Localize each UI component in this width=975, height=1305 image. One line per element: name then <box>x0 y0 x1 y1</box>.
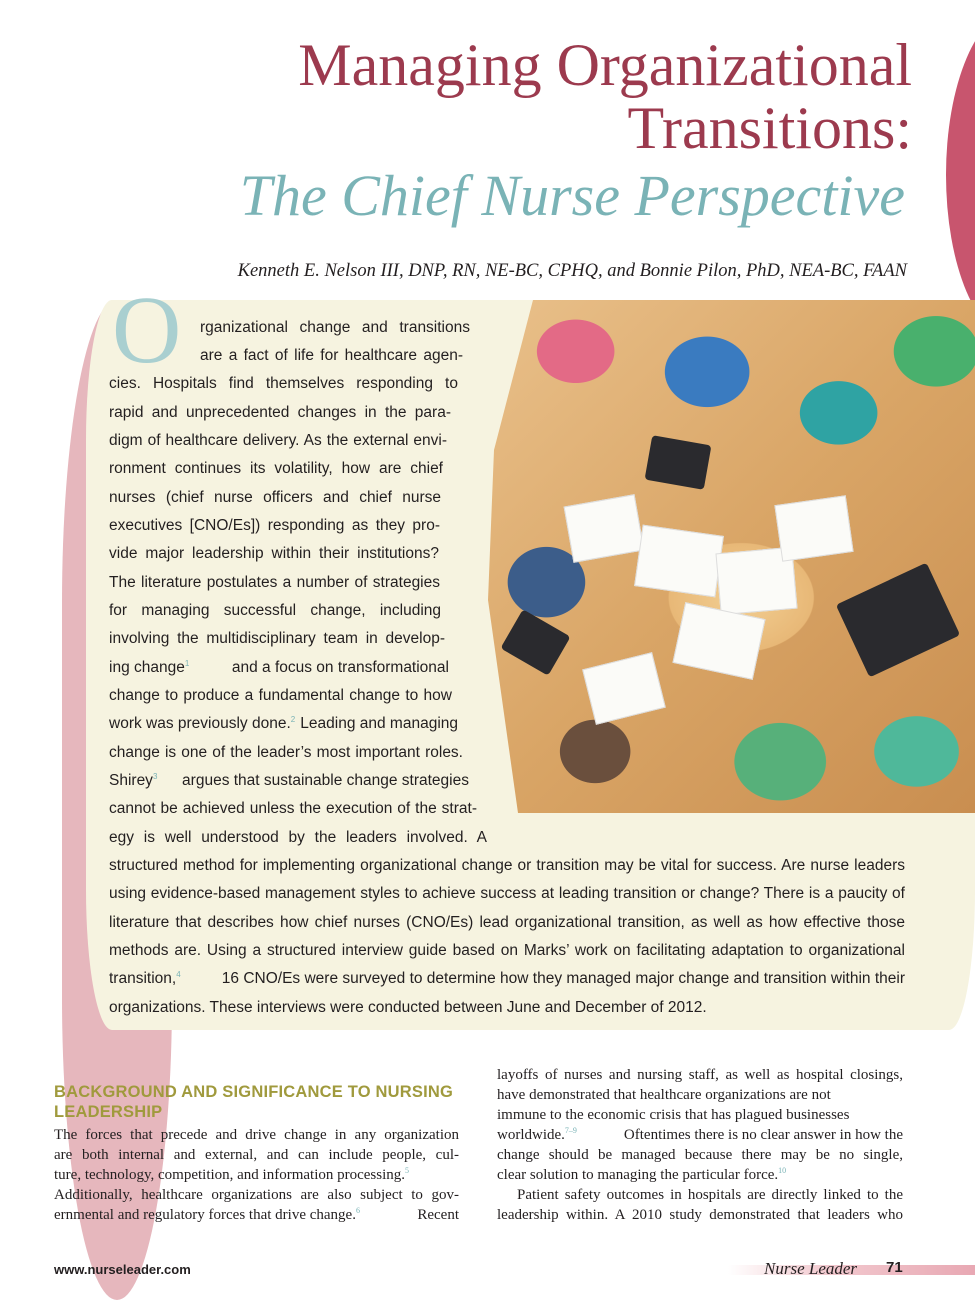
intro-text-line: executives [CNO/Es]) responding as they pro- <box>109 517 440 534</box>
body-text-line: are both internal and external, and can include people, cul- <box>54 1147 459 1163</box>
team-meeting-photo <box>488 300 975 813</box>
body-text-line: change should be managed because there may be no single, <box>497 1147 903 1163</box>
reference-superscript: 3 <box>152 771 158 781</box>
body-text-segment: worldwide.$^{7-9}$ <box>497 1126 577 1143</box>
intro-text-line: literature that describes how chief nurses (CNO/Es) lead organizational transition, as well as how effective those <box>109 914 905 931</box>
intro-text-segment: Shirey$^3$ <box>109 771 158 789</box>
body-text-line: leadership within. A 2010 study demonstrated that leaders who <box>497 1207 903 1223</box>
body-text-line: layoffs of nurses and nursing staff, as well as hospital closings, <box>497 1067 903 1083</box>
intro-text-line: for managing successful change, including <box>109 602 441 619</box>
intro-text-line <box>109 969 905 989</box>
photo-paper <box>672 602 765 680</box>
body-text-line <box>497 1125 903 1145</box>
article-title-line-2: Transitions: <box>627 95 912 161</box>
section-heading: BACKGROUND AND SIGNIFICANCE TO NURSING LEADERSHIP <box>54 1083 454 1121</box>
intro-text-segment: argues that sustainable change strategies <box>182 772 469 789</box>
photo-tablet <box>500 609 570 675</box>
body-text-line: clear solution to managing the particular force.$^{10}$ <box>497 1166 787 1183</box>
photo-laptop <box>836 563 960 678</box>
photo-paper <box>582 652 666 725</box>
reference-superscript: 4 <box>176 969 181 979</box>
photo-tablet <box>645 435 712 490</box>
intro-text-line <box>109 771 469 791</box>
intro-text-line: vide major leadership within their institutions? <box>109 545 439 562</box>
body-text-line <box>54 1205 459 1225</box>
photo-paper <box>774 495 853 561</box>
intro-text-segment: transition,$^4$ <box>109 969 181 987</box>
intro-text-segment: 16 CNO/Es were surveyed to determine how they managed major change and transition within their <box>221 970 905 987</box>
intro-text-line: organizations. These interviews were conducted between June and December of 2012. <box>109 999 707 1016</box>
body-text-line: Patient safety outcomes in hospitals are directly linked to the <box>517 1187 903 1203</box>
intro-text-segment: and a focus on transformational <box>231 659 449 676</box>
footer-page-number: 71 <box>886 1259 903 1276</box>
intro-text-line: cannot be achieved unless the execution of the strat- <box>109 800 477 817</box>
article-authors: Kenneth E. Nelson III, DNP, RN, NE-BC, CPHQ, and Bonnie Pilon, PhD, NEA-BC, FAAN <box>237 261 907 281</box>
intro-text-segment: Leading and managing <box>300 715 458 732</box>
reference-superscript: 5 <box>405 1166 410 1175</box>
body-text-segment: Recent <box>417 1207 459 1223</box>
intro-text-line: are a fact of life for healthcare agen- <box>200 347 463 364</box>
intro-text-line: methods are. Using a structured interview guide based on Marks’ work on facilitating adaptation to organizational <box>109 942 905 959</box>
footer-magazine-name: Nurse Leader <box>764 1259 858 1278</box>
intro-text-line: cies. Hospitals find themselves responding to <box>109 375 458 392</box>
reference-superscript: 2 <box>290 714 296 724</box>
body-text-segment: Oftentimes there is no clear answer in how the <box>623 1127 903 1143</box>
reference-superscript: 1 <box>184 658 190 668</box>
intro-text-line: The literature postulates a number of strategies <box>109 574 440 591</box>
body-text-line: immune to the economic crisis that has plagued businesses <box>497 1107 850 1123</box>
body-text-line: Additionally, healthcare organizations are also subject to gov- <box>54 1187 459 1203</box>
intro-text-line <box>109 658 449 678</box>
body-text-segment: ernmental and regulatory forces that drive change.$^6$ <box>54 1206 360 1223</box>
reference-superscript: 7–9 <box>564 1126 577 1135</box>
footer-website[interactable]: www.nurseleader.com <box>54 1262 191 1277</box>
intro-text-line: digm of healthcare delivery. As the external envi- <box>109 432 447 449</box>
intro-text-segment: ing change$^1$ <box>109 658 190 676</box>
intro-text-line: using evidence-based management styles to achieve success at leading transition or change? There is a paucity of <box>109 885 905 902</box>
intro-text-line: rganizational change and transitions <box>200 319 470 336</box>
body-text-line: ture, technology, competition, and information processing.$^5$ <box>54 1166 410 1183</box>
intro-text-line: involving the multidisciplinary team in develop- <box>109 630 445 647</box>
intro-text-segment: work was previously done.$^2$ <box>109 714 296 732</box>
intro-text-line: change is one of the leader’s most important roles. <box>109 744 463 761</box>
decorative-edge-arc <box>946 10 975 340</box>
intro-text-line: nurses (chief nurse officers and chief nurse <box>109 489 441 506</box>
reference-superscript: 10 <box>778 1166 787 1175</box>
intro-text-line: egy is well understood by the leaders involved. A <box>109 829 487 846</box>
photo-paper <box>564 494 645 563</box>
intro-text-line: structured method for implementing organizational change or transition may be vital for success. Are nurse leaders <box>109 857 905 874</box>
drop-cap: O <box>112 276 182 383</box>
intro-text-line: ronment continues its volatility, how are chief <box>109 460 443 477</box>
body-text-line: have demonstrated that healthcare organizations are not <box>497 1087 831 1103</box>
photo-paper <box>634 525 724 598</box>
intro-text-line: change to produce a fundamental change to how <box>109 687 452 704</box>
reference-superscript: 6 <box>355 1206 360 1215</box>
intro-text-line <box>109 714 458 734</box>
intro-text-line: rapid and unprecedented changes in the para- <box>109 404 451 421</box>
article-title-line-1: Managing Organizational <box>298 32 912 98</box>
article-subtitle: The Chief Nurse Perspective <box>239 163 905 228</box>
body-text-line: The forces that precede and drive change in any organization <box>54 1127 459 1143</box>
